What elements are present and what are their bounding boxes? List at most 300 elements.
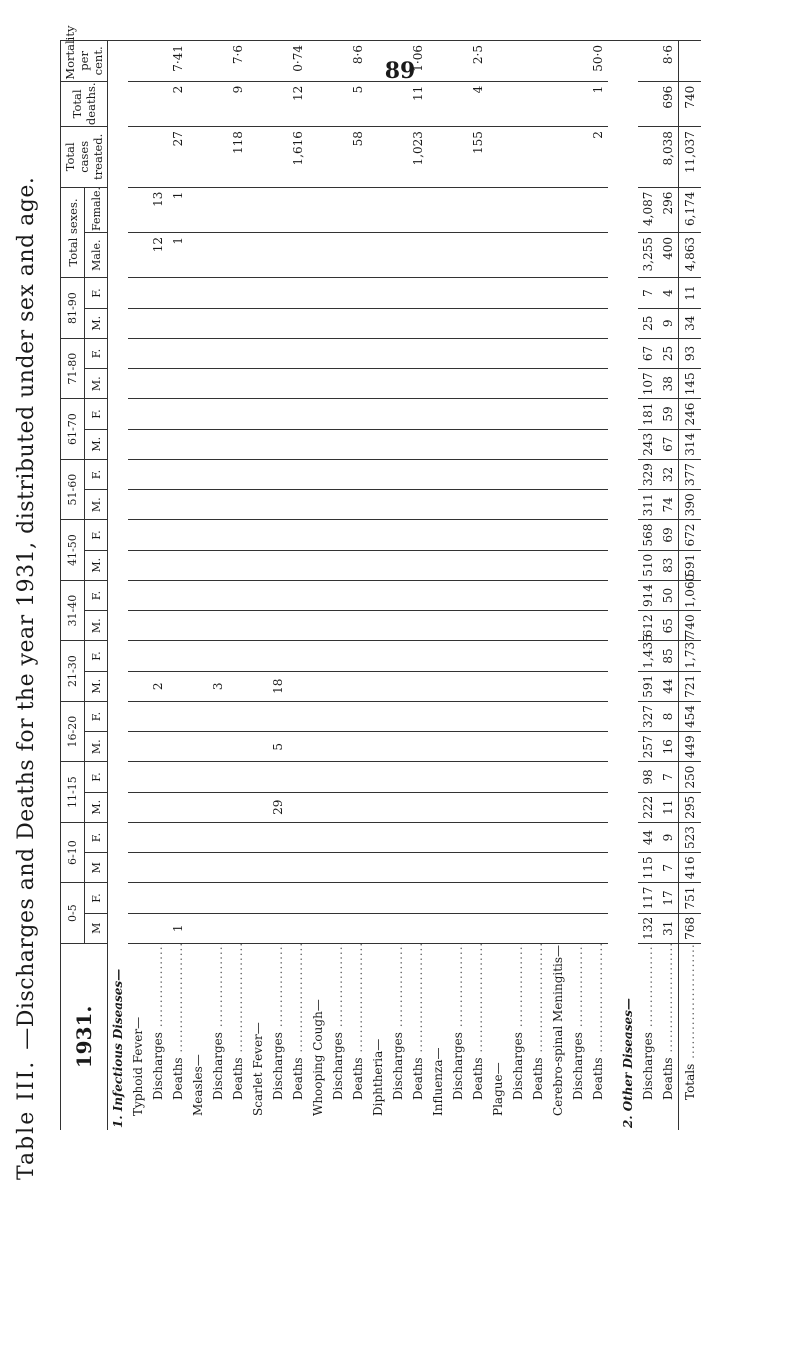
table-cell [588, 399, 608, 429]
row-label: Deaths ..... [408, 943, 428, 1130]
table-cell [488, 580, 508, 610]
table-cell [288, 520, 308, 550]
table-cell [428, 81, 448, 126]
table-cell: 9 [658, 308, 679, 338]
table-cell [468, 822, 488, 852]
table-cell [268, 913, 288, 943]
row-label: Scarlet Fever— [248, 943, 268, 1130]
spacer-row [608, 41, 618, 1131]
table-cell [368, 611, 388, 641]
table-cell [368, 520, 388, 550]
table-cell [368, 81, 388, 126]
table-cell [568, 762, 588, 792]
table-cell [188, 308, 208, 338]
table-cell [228, 520, 248, 550]
table-cell [508, 127, 528, 188]
table-cell [328, 822, 348, 852]
table-cell [268, 520, 288, 550]
table-cell [328, 520, 348, 550]
table-cell [148, 429, 168, 459]
table-cell [428, 913, 448, 943]
table-cell [508, 81, 528, 126]
table-cell [408, 822, 428, 852]
table-cell: 17 [658, 883, 679, 913]
table-cell [208, 490, 228, 520]
table-body [108, 41, 702, 1131]
table-cell [248, 641, 268, 671]
table-cell [268, 127, 288, 188]
table-cell [288, 792, 308, 822]
table-cell [488, 732, 508, 762]
table-cell [348, 187, 368, 232]
table-cell: 67 [658, 429, 679, 459]
table-row [508, 41, 528, 1131]
table-cell [228, 792, 248, 822]
table-cell [188, 459, 208, 489]
table-cell [128, 459, 148, 489]
table-cell [308, 520, 328, 550]
row-label: Discharges ..... [388, 943, 408, 1130]
page-number: 89 [384, 58, 416, 84]
table-cell: 4 [468, 81, 488, 126]
table-cell [288, 883, 308, 913]
age-group-heading: 31-40 [61, 580, 85, 641]
table-cell [128, 308, 148, 338]
table-cell [528, 550, 548, 580]
table-cell: 7 [658, 762, 679, 792]
table-cell [488, 459, 508, 489]
table-cell [268, 580, 288, 610]
table-cell [488, 701, 508, 731]
table-cell [568, 701, 588, 731]
table-cell [148, 127, 168, 188]
table-cell [408, 429, 428, 459]
table-cell [548, 641, 568, 671]
table-cell [548, 127, 568, 188]
table-cell [468, 369, 488, 399]
table-cell [428, 369, 448, 399]
table-row [448, 41, 468, 1131]
table-cell [168, 399, 188, 429]
table-cell [228, 913, 248, 943]
table-cell [308, 550, 328, 580]
table-cell [448, 822, 468, 852]
table-cell [508, 278, 528, 308]
table-cell [508, 187, 528, 232]
table-cell [188, 278, 208, 308]
table-cell [148, 701, 168, 731]
table-cell [168, 732, 188, 762]
total-sexes-heading: Total sexes. [61, 187, 85, 278]
mortality-heading: Mortality per cent. [61, 41, 108, 82]
table-cell [248, 520, 268, 550]
table-cell: 311 [638, 490, 658, 520]
row-label: Discharges ..... [508, 943, 528, 1130]
table-cell [208, 399, 228, 429]
table-cell [148, 762, 168, 792]
table-cell [388, 81, 408, 126]
table-cell [448, 732, 468, 762]
table-cell [168, 792, 188, 822]
table-cell: 12 [148, 233, 168, 278]
table-cell [588, 883, 608, 913]
table-cell [248, 732, 268, 762]
table-cell [488, 883, 508, 913]
table-cell [568, 611, 588, 641]
table-cell [408, 187, 428, 232]
table-cell [488, 308, 508, 338]
table-cell [168, 822, 188, 852]
table-cell [248, 429, 268, 459]
table-cell [228, 490, 248, 520]
table-cell [488, 550, 508, 580]
table-cell [188, 490, 208, 520]
table-number: Table III. [14, 1059, 39, 1180]
row-label: Typhoid Fever— [128, 943, 148, 1130]
table-cell [428, 520, 448, 550]
table-cell [508, 580, 528, 610]
table-cell: 222 [638, 792, 658, 822]
table-cell [548, 308, 568, 338]
table-cell [128, 611, 148, 641]
table-cell [638, 127, 658, 188]
table-cell [268, 187, 288, 232]
table-cell [148, 611, 168, 641]
table-cell [188, 127, 208, 188]
table-cell [188, 41, 208, 82]
table-cell [208, 580, 228, 610]
table-cell [228, 762, 248, 792]
table-cell [528, 338, 548, 368]
table-cell [188, 641, 208, 671]
table-cell: 32 [658, 459, 679, 489]
table-cell [568, 671, 588, 701]
table-row [588, 41, 608, 1131]
table-cell [488, 671, 508, 701]
table-cell [588, 853, 608, 883]
table-cell [528, 429, 548, 459]
table-cell [308, 792, 328, 822]
table-cell: 3 [208, 671, 228, 701]
table-cell [168, 520, 188, 550]
table-cell [288, 853, 308, 883]
table-cell [348, 278, 368, 308]
table-cell [268, 611, 288, 641]
table-cell [128, 233, 148, 278]
table-cell [308, 429, 328, 459]
table-cell [188, 81, 208, 126]
table-cell: 3,255 [638, 233, 658, 278]
table-cell: 25 [658, 338, 679, 368]
table-cell [448, 127, 468, 188]
table-cell: 7 [658, 853, 679, 883]
table-cell [548, 822, 568, 852]
table-cell [508, 883, 528, 913]
table-cell [128, 732, 148, 762]
table-cell [248, 369, 268, 399]
table-cell [428, 429, 448, 459]
table-cell [228, 233, 248, 278]
table-cell [508, 853, 528, 883]
table-cell [168, 611, 188, 641]
table-cell [488, 520, 508, 550]
table-cell [308, 399, 328, 429]
table-cell [408, 732, 428, 762]
table-cell [148, 278, 168, 308]
age-group-heading: 81-90 [61, 278, 85, 339]
table-cell [328, 580, 348, 610]
table-cell [188, 822, 208, 852]
table-cell [168, 429, 188, 459]
table-cell [528, 490, 548, 520]
table-cell [488, 762, 508, 792]
table-cell [188, 187, 208, 232]
table-cell [148, 369, 168, 399]
table-cell [448, 369, 468, 399]
table-cell: 13 [148, 187, 168, 232]
table-cell [148, 580, 168, 610]
table-cell: 50·0 [588, 41, 608, 82]
table-cell [548, 762, 568, 792]
table-cell [308, 308, 328, 338]
table-cell [208, 611, 228, 641]
table-cell [268, 822, 288, 852]
table-cell: 449 [679, 732, 702, 762]
table-cell: 672 [679, 520, 702, 550]
table-cell [468, 550, 488, 580]
row-label: Deaths ..... [228, 943, 248, 1130]
table-cell [468, 641, 488, 671]
table-cell: 4 [658, 278, 679, 308]
table-cell [468, 732, 488, 762]
age-group-heading: 16-20 [61, 701, 85, 762]
table-row [368, 41, 388, 1131]
table-cell [328, 399, 348, 429]
table-cell [208, 732, 228, 762]
table-cell [448, 853, 468, 883]
table-cell [268, 338, 288, 368]
row-label: Deaths ..... [288, 943, 308, 1130]
table-cell [448, 883, 468, 913]
table-cell [188, 233, 208, 278]
table-cell [428, 490, 448, 520]
table-cell [228, 611, 248, 641]
table-cell: 11 [408, 81, 428, 126]
table-cell [348, 732, 368, 762]
table-cell [288, 822, 308, 852]
sex-heading-m: M. [85, 550, 108, 580]
table-cell [308, 338, 328, 368]
age-group-heading: 61-70 [61, 399, 85, 460]
table-cell [428, 611, 448, 641]
table-cell [148, 520, 168, 550]
table-cell [488, 792, 508, 822]
table-cell [228, 338, 248, 368]
table-cell [268, 490, 288, 520]
table-cell [328, 701, 348, 731]
table-cell: 1 [168, 913, 188, 943]
table-cell [348, 490, 368, 520]
table-cell [208, 278, 228, 308]
table-cell [268, 853, 288, 883]
table-cell [568, 580, 588, 610]
table-row [658, 41, 679, 1131]
table-cell [408, 278, 428, 308]
table-cell [568, 822, 588, 852]
table-cell: 768 [679, 913, 702, 943]
table-cell [468, 853, 488, 883]
table-cell: 390 [679, 490, 702, 520]
row-label: Discharges ..... [328, 943, 348, 1130]
table-cell [168, 671, 188, 701]
table-cell [288, 490, 308, 520]
table-cell [448, 338, 468, 368]
table-cell [188, 338, 208, 368]
table-row [548, 41, 568, 1131]
table-cell [448, 762, 468, 792]
table-cell [348, 762, 368, 792]
table-cell [368, 853, 388, 883]
table-cell [428, 732, 448, 762]
table-cell [388, 369, 408, 399]
table-cell [348, 580, 368, 610]
table-cell: 83 [658, 550, 679, 580]
table-cell [448, 490, 468, 520]
table-cell [288, 701, 308, 731]
table-row [428, 41, 448, 1131]
table-cell [128, 580, 148, 610]
table-cell [288, 762, 308, 792]
table-cell: 11 [658, 792, 679, 822]
age-group-heading: 0-5 [61, 883, 85, 944]
table-cell [128, 369, 148, 399]
table-cell [548, 580, 568, 610]
table-cell [328, 490, 348, 520]
table-cell [288, 399, 308, 429]
table-cell [328, 41, 348, 82]
table-cell [188, 732, 208, 762]
table-cell [588, 580, 608, 610]
table-cell [268, 762, 288, 792]
table-cell [368, 883, 388, 913]
table-cell [308, 127, 328, 188]
table-cell [328, 732, 348, 762]
table-cell [488, 853, 508, 883]
table-cell: 1,616 [288, 127, 308, 188]
table-cell [228, 883, 248, 913]
table-cell [248, 187, 268, 232]
table-cell [148, 459, 168, 489]
row-label: Totals ..... [679, 943, 702, 1130]
table-cell [388, 41, 408, 82]
male-heading: Male. [85, 233, 108, 278]
table-cell: 155 [468, 127, 488, 188]
table-cell: 18 [268, 671, 288, 701]
table-cell [468, 490, 488, 520]
table-cell [168, 490, 188, 520]
table-cell [128, 338, 148, 368]
table-cell [588, 641, 608, 671]
table-cell: 6,174 [679, 187, 702, 232]
table-cell [588, 520, 608, 550]
table-cell [388, 459, 408, 489]
table-cell [308, 853, 328, 883]
table-cell [128, 853, 148, 883]
row-label: Discharges ..... [568, 943, 588, 1130]
sex-heading-m: M. [85, 671, 108, 701]
table-cell: 85 [658, 641, 679, 671]
table-cell [188, 792, 208, 822]
table-cell [408, 308, 428, 338]
table-cell [548, 671, 568, 701]
table-cell [208, 853, 228, 883]
table-cell [188, 550, 208, 580]
table-cell [388, 611, 408, 641]
table-cell [148, 792, 168, 822]
table-cell [268, 278, 288, 308]
table-cell: 50 [658, 580, 679, 610]
table-cell [568, 792, 588, 822]
table-cell [388, 792, 408, 822]
table-cell: 696 [658, 81, 679, 126]
table-cell [248, 913, 268, 943]
row-label: Discharges ..... [268, 943, 288, 1130]
row-label: Deaths ..... [468, 943, 488, 1130]
table-cell [388, 490, 408, 520]
table-cell [568, 550, 588, 580]
table-cell [428, 883, 448, 913]
table-cell [328, 883, 348, 913]
table-cell [368, 308, 388, 338]
table-cell [468, 399, 488, 429]
table-cell [528, 641, 548, 671]
table-cell [348, 641, 368, 671]
table-cell [368, 338, 388, 368]
table-cell [328, 429, 348, 459]
table-cell [368, 580, 388, 610]
table-cell: 8·6 [658, 41, 679, 82]
table-cell [508, 913, 528, 943]
table-cell [368, 429, 388, 459]
table-cell [368, 822, 388, 852]
table-cell: 1 [588, 81, 608, 126]
table-cell: 118 [228, 127, 248, 188]
row-label: Measles— [188, 943, 208, 1130]
table-cell [308, 611, 328, 641]
table-cell [588, 550, 608, 580]
table-cell [448, 81, 468, 126]
table-cell [288, 187, 308, 232]
table-cell [408, 883, 428, 913]
table-cell [248, 853, 268, 883]
table-cell [528, 580, 548, 610]
table-cell [508, 641, 528, 671]
table-cell [208, 127, 228, 188]
table-cell [248, 550, 268, 580]
table-cell [188, 611, 208, 641]
table-cell [208, 883, 228, 913]
table-cell [428, 187, 448, 232]
table-cell [188, 369, 208, 399]
table-row [128, 41, 148, 1131]
table-cell [288, 233, 308, 278]
table-cell [548, 792, 568, 822]
table-cell [448, 233, 468, 278]
table-cell: 246 [679, 399, 702, 429]
table-cell [288, 459, 308, 489]
table-cell [468, 913, 488, 943]
table-cell [508, 671, 528, 701]
